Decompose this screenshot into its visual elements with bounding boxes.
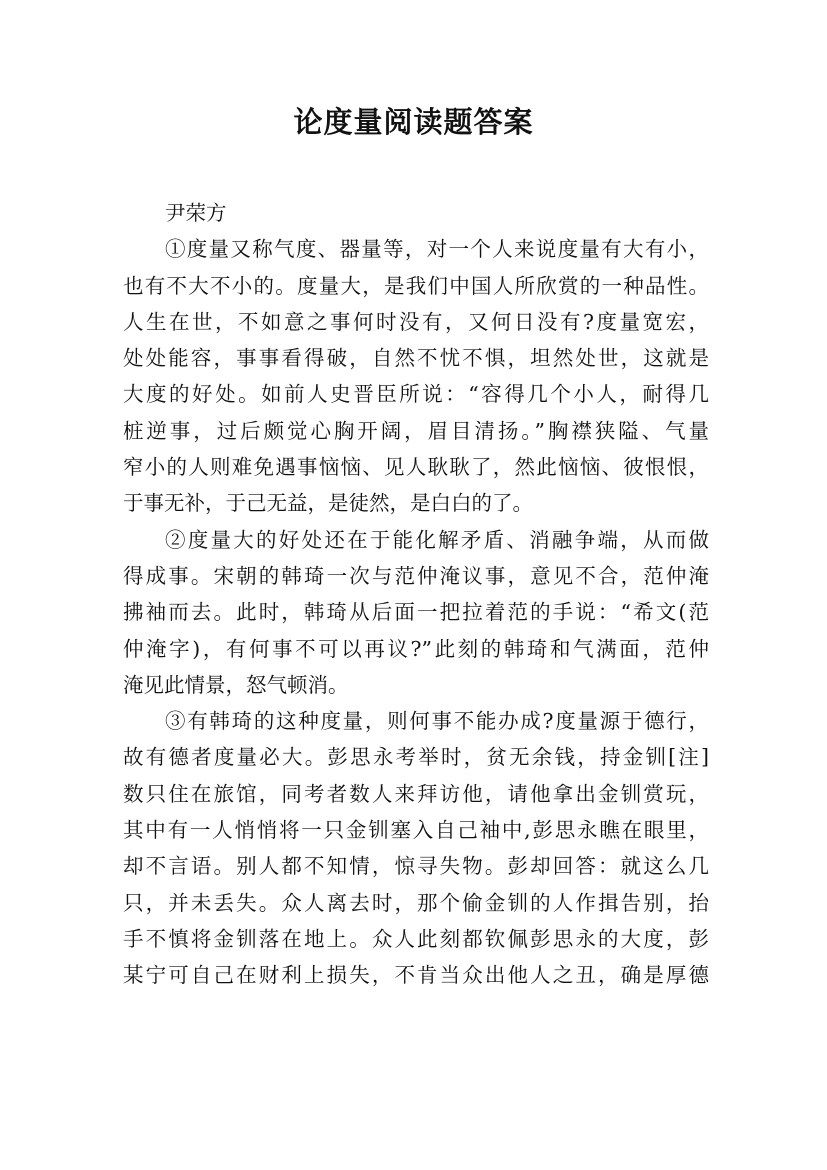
document-body (123, 195, 709, 994)
paragraph-1-line: 大度的好处。如前人史晋臣所说：“容得几个小人，耐得几 (123, 382, 709, 407)
paragraph-2-line: ②度量大的好处还在于能化解矛盾、消融争端，从而做 (165, 527, 709, 552)
paragraph-3-line: 其中有一人悄悄将一只金钏塞入自己袖中,彭思永瞧在眼里， (123, 818, 709, 843)
paragraph-1-line: 于事无补，于己无益，是徒然，是白白的了。 (123, 491, 533, 516)
paragraph-1-line: 桩逆事，过后颇觉心胸开阔，眉目清扬。”胸襟狭隘、气量 (123, 418, 709, 443)
paragraph-2-line: 仲淹字)，有何事不可以再议?”此刻的韩琦和气满面，范仲 (123, 636, 709, 661)
paragraph-2-line: 淹见此情景，怒气顿消。 (123, 672, 349, 697)
document-title: 论度量阅读题答案 (293, 105, 534, 139)
paragraph-1-line: 处处能容，事事看得破，自然不忧不惧，坦然处世，这就是 (123, 346, 709, 371)
paragraph-1-line: 也有不大不小的。度量大，是我们中国人所欣赏的一种品性。 (123, 273, 709, 298)
paragraph-3-line: 却不言语。别人都不知情，惊寻失物。彭却回答：就这么几 (123, 854, 709, 879)
paragraph-3-line: 数只住在旅馆，同考者数人来拜访他，请他拿出金钏赏玩， (123, 781, 709, 806)
author-line: 尹荣方 (165, 201, 227, 225)
paragraph-3-line: ③有韩琦的这种度量，则何事不能办成?度量源于德行， (165, 709, 709, 734)
paragraph-2-line: 拂袖而去。此时，韩琦从后面一把拉着范的手说：“希文(范 (123, 600, 709, 625)
paragraph-3-line: 某宁可自己在财利上损失，不肯当众出他人之丑，确是厚德 (123, 963, 709, 988)
paragraph-2-line: 得成事。宋朝的韩琦一次与范仲淹议事，意见不合，范仲淹 (123, 563, 709, 588)
paragraph-3-line: 只，并未丢失。众人离去时，那个偷金钏的人作揖告别，抬 (123, 890, 709, 915)
paragraph-3-line: 手不慎将金钏落在地上。众人此刻都钦佩彭思永的大度，彭 (123, 926, 709, 951)
paragraph-1-line: ①度量又称气度、器量等，对一个人来说度量有大有小， (165, 237, 709, 262)
paragraph-1-line: 人生在世，不如意之事何时没有，又何日没有?度量宽宏， (123, 309, 709, 334)
paragraph-1-line: 窄小的人则难免遇事恼恼、见人耿耿了，然此恼恼、彼恨恨， (123, 455, 709, 480)
paragraph-3-line: 故有德者度量必大。彭思永考举时，贫无余钱，持金钏[注] (123, 745, 709, 770)
